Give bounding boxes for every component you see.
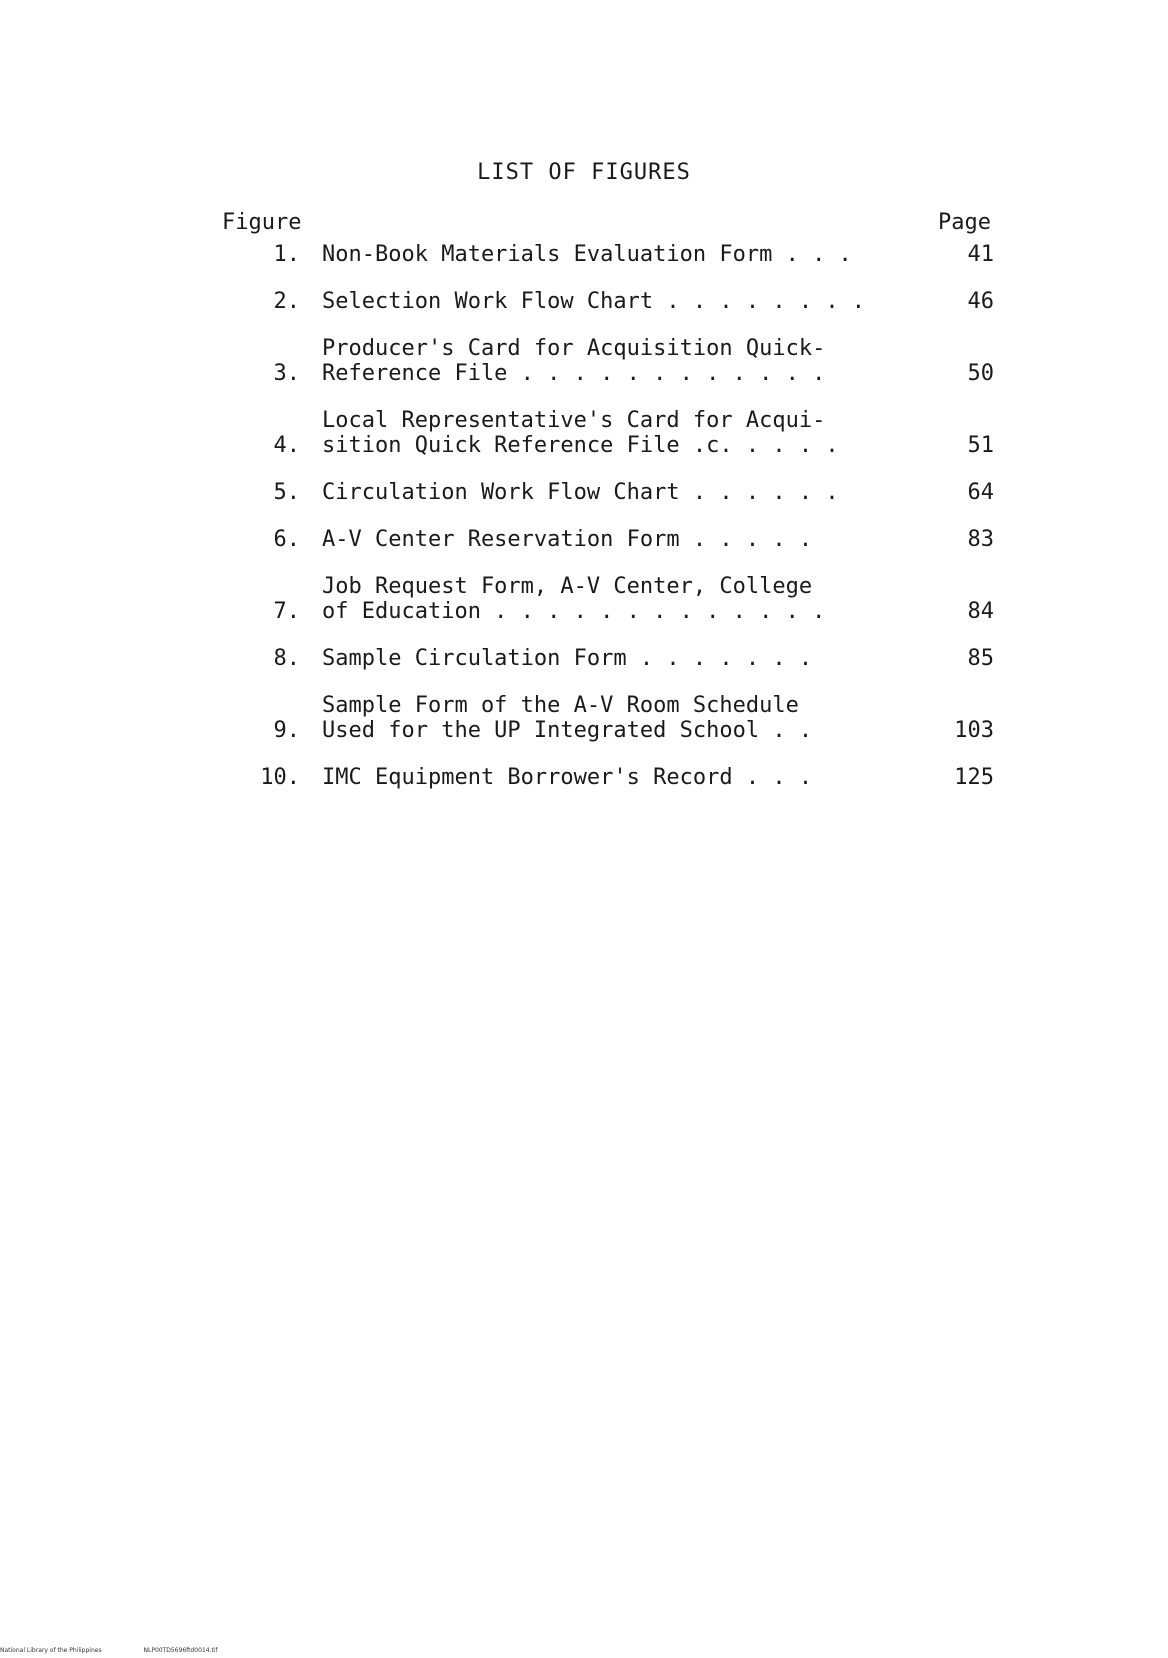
list-item [230,646,1000,671]
figure-title: Producer's Card for Acquisition Quick- Reference File . . . . . . . . . . . . [322,336,826,386]
figure-page: 85 [967,646,994,671]
figure-page: 125 [954,765,994,790]
page-title: LIST OF FIGURES [477,160,691,185]
list-item [230,480,1000,505]
figure-number: 5. [273,480,300,505]
list-item [230,693,1000,743]
list-item [230,242,1000,267]
list-item [230,336,1000,386]
footer-library: National Library of the Philippines [0,1647,102,1654]
figure-title: Sample Circulation Form . . . . . . . [322,646,813,671]
figure-page: 64 [967,480,994,505]
figure-title: Job Request Form, A-V Center, College of Education . . . . . . . . . . . . . [322,574,826,624]
figure-column-heading: Figure [222,210,302,235]
figure-page: 103 [954,718,994,743]
figure-number: 2. [273,289,300,314]
list-item [230,289,1000,314]
list-item [230,408,1000,458]
figure-title: Local Representative's Card for Acqui- sition Quick Reference File .c. . . . . [322,408,839,458]
figure-title: Selection Work Flow Chart . . . . . . . . [322,289,866,314]
footer-file: NLP00TD5696ftd0014.tif [143,1647,218,1654]
figure-title: Sample Form of the A-V Room Schedule Used for the UP Integrated School . . [322,693,813,743]
figure-title: Non-Book Materials Evaluation Form . . . [322,242,852,267]
figure-number: 8. [273,646,300,671]
list-item [230,765,1000,790]
figure-list [230,242,1000,812]
figure-number: 3. [273,361,300,386]
figure-page: 50 [967,361,994,386]
figure-number: 10. [260,765,300,790]
scan-footer [0,1647,258,1654]
figure-title: Circulation Work Flow Chart . . . . . . [322,480,839,505]
figure-page: 84 [967,599,994,624]
page-column-heading: Page [938,210,991,235]
figure-page: 41 [967,242,994,267]
figure-number: 9. [273,718,300,743]
list-item [230,527,1000,552]
figure-title: A-V Center Reservation Form . . . . . [322,527,813,552]
figure-page: 46 [967,289,994,314]
figure-number: 6. [273,527,300,552]
figure-page: 51 [967,433,994,458]
figure-number: 7. [273,599,300,624]
list-item [230,574,1000,624]
figure-page: 83 [967,527,994,552]
figure-number: 1. [273,242,300,267]
figure-number: 4. [273,433,300,458]
figure-title: IMC Equipment Borrower's Record . . . [322,765,813,790]
